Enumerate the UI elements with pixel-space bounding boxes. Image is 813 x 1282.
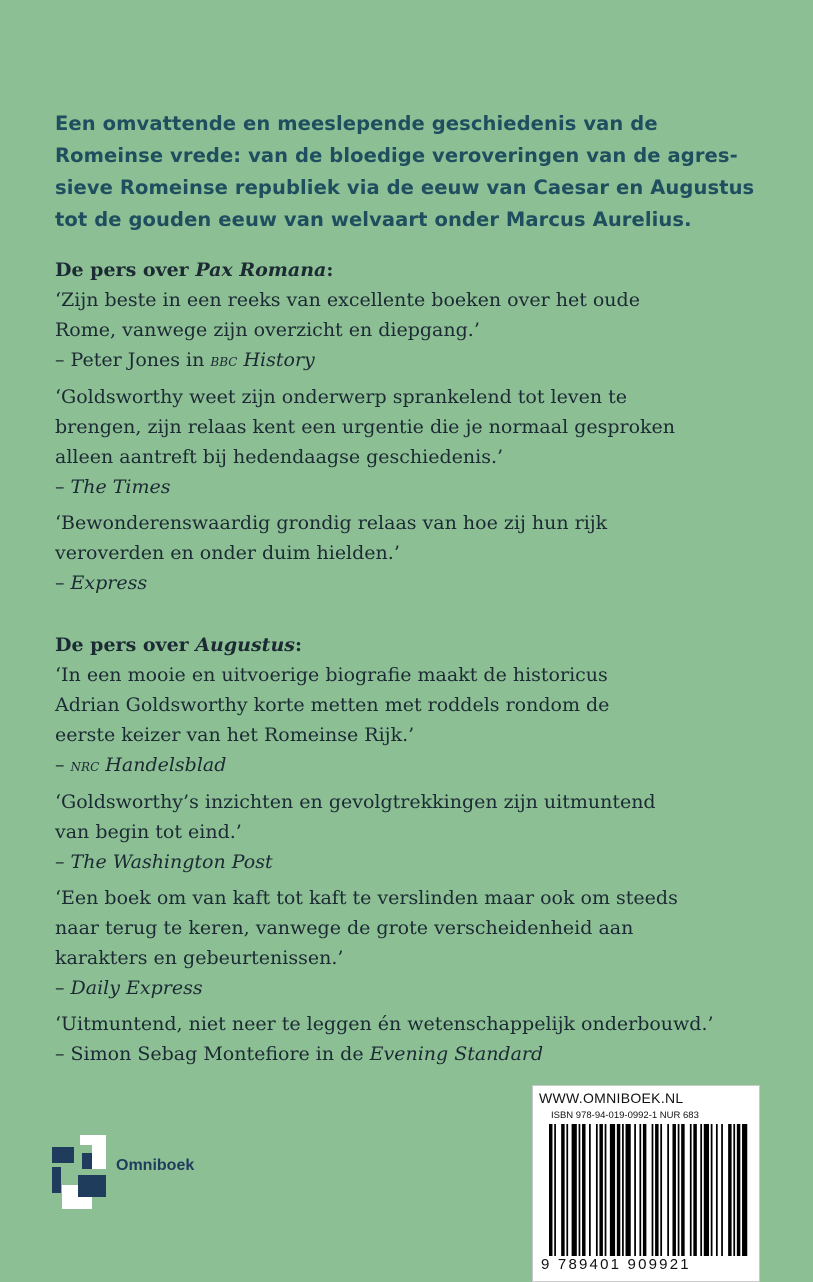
publisher-name: Omniboek bbox=[116, 1157, 195, 1174]
quote-source bbox=[55, 345, 755, 376]
quote-line: ‘Een boek om van kaft tot kaft te verslinden maar ook om steeds bbox=[55, 887, 678, 909]
quote-source bbox=[55, 847, 755, 877]
quote-line: ‘In een mooie en uitvoerige biografie maakt de historicus bbox=[55, 664, 608, 686]
barcode-bar bbox=[716, 1124, 718, 1256]
barcode-bar bbox=[626, 1124, 631, 1256]
press-section-pax-romana bbox=[55, 255, 755, 604]
barcode-bar bbox=[737, 1124, 740, 1256]
barcode-bar bbox=[655, 1124, 658, 1256]
barcode-bar bbox=[554, 1124, 556, 1256]
blurb bbox=[55, 108, 755, 236]
barcode-bar bbox=[660, 1124, 662, 1256]
press-quote bbox=[55, 285, 755, 376]
barcode-bar bbox=[733, 1124, 735, 1256]
quote-source bbox=[55, 1039, 755, 1069]
omniboek-logo-icon bbox=[52, 1135, 108, 1209]
source-prefix: – bbox=[55, 572, 71, 594]
quote-line: Rome, vanwege zijn overzicht en diepgang.’ bbox=[55, 319, 480, 341]
barcode-bar bbox=[589, 1124, 591, 1256]
source-prefix: – bbox=[55, 977, 71, 999]
barcode-bars bbox=[549, 1124, 749, 1256]
source-prefix: – bbox=[55, 851, 71, 873]
quote-source bbox=[55, 750, 755, 781]
press-quote bbox=[55, 787, 755, 877]
source-publication: Handelsblad bbox=[99, 754, 227, 776]
quote-source bbox=[55, 568, 755, 598]
source-publication: History bbox=[237, 349, 315, 371]
publisher-url: WWW.OMNIBOEK.NL bbox=[539, 1090, 684, 1106]
quote-line: alleen aantreft bij hedendaagse geschiedenis.’ bbox=[55, 446, 504, 468]
source-smallcaps: nrc bbox=[70, 756, 100, 776]
barcode-bar bbox=[721, 1124, 723, 1256]
quote-line: ‘Uitmuntend, niet neer te leggen én wetenschappelijk onderbouwd.’ bbox=[55, 1013, 714, 1035]
source-publication: The Washington Post bbox=[70, 851, 273, 873]
blurb-line: Een omvattende en meeslepende geschiedenis van de bbox=[55, 112, 658, 135]
heading-suffix: : bbox=[326, 259, 334, 281]
barcode-bar bbox=[622, 1124, 624, 1256]
heading-book-title: Augustus bbox=[195, 634, 295, 656]
source-prefix: – Peter Jones in bbox=[55, 349, 211, 371]
barcode-bar bbox=[728, 1124, 731, 1256]
quote-line: van begin tot eind.’ bbox=[55, 821, 242, 843]
source-smallcaps: bbc bbox=[210, 351, 238, 371]
blurb-line: Romeinse vrede: van de bloedige veroveringen van de agres- bbox=[55, 144, 738, 167]
barcode-bar bbox=[639, 1124, 641, 1256]
barcode-bar bbox=[700, 1124, 702, 1256]
press-section-augustus bbox=[55, 630, 755, 1075]
heading-book-title: Pax Romana bbox=[195, 259, 327, 281]
heading-prefix: De pers over bbox=[55, 259, 196, 281]
quote-line: eerste keizer van het Romeinse Rijk.’ bbox=[55, 724, 415, 746]
barcode-bar bbox=[582, 1124, 585, 1256]
barcode-bar bbox=[610, 1124, 615, 1256]
isbn-text: ISBN 978-94-019-0992-1 NUR 683 bbox=[551, 1110, 699, 1121]
quote-line: ‘Bewonderenswaardig grondig relaas van hoe zij hun rijk bbox=[55, 512, 608, 534]
barcode-digits: 9 789401 909921 bbox=[541, 1256, 691, 1273]
heading-suffix: : bbox=[294, 634, 302, 656]
barcode-bar bbox=[634, 1124, 636, 1256]
press-quote bbox=[55, 883, 755, 1003]
barcode-bar bbox=[643, 1124, 646, 1256]
barcode-panel bbox=[532, 1085, 760, 1282]
barcode-bar bbox=[711, 1124, 713, 1256]
barcode-bar bbox=[617, 1124, 620, 1256]
press-quote bbox=[55, 660, 755, 781]
quote-line: naar terug te keren, vanwege de grote verscheidenheid aan bbox=[55, 917, 634, 939]
barcode-bar bbox=[704, 1124, 709, 1256]
blurb-line: sieve Romeinse republiek via de eeuw van Caesar en Augustus bbox=[55, 176, 755, 199]
barcode-bar bbox=[672, 1124, 675, 1256]
barcode-bar bbox=[667, 1124, 669, 1256]
press-quote bbox=[55, 508, 755, 598]
barcode-bar bbox=[742, 1124, 747, 1256]
barcode-bar bbox=[678, 1124, 680, 1256]
source-publication: Daily Express bbox=[70, 977, 203, 999]
barcode-bar bbox=[579, 1124, 581, 1256]
barcode-bar bbox=[566, 1124, 568, 1256]
quote-line: ‘Goldsworthy weet zijn onderwerp sprankelend tot leven te bbox=[55, 386, 627, 408]
heading-prefix: De pers over bbox=[55, 634, 196, 656]
quote-line: Adrian Goldsworthy korte metten met roddels rondom de bbox=[55, 694, 610, 716]
barcode-bar bbox=[693, 1124, 696, 1256]
source-publication: Evening Standard bbox=[369, 1043, 544, 1065]
source-publication: Express bbox=[70, 572, 148, 594]
barcode-bar bbox=[652, 1124, 654, 1256]
barcode-bar bbox=[690, 1124, 692, 1256]
press-quote bbox=[55, 1009, 755, 1069]
source-publication: The Times bbox=[70, 476, 171, 498]
barcode-bar bbox=[681, 1124, 684, 1256]
quote-line: ‘Zijn beste in een reeks van excellente boeken over het oude bbox=[55, 289, 640, 311]
quote-line: karakters en gebeurtenissen.’ bbox=[55, 947, 344, 969]
barcode-bar bbox=[561, 1124, 564, 1256]
section-heading bbox=[55, 630, 755, 660]
barcode-bar bbox=[572, 1124, 577, 1256]
barcode-bar bbox=[596, 1124, 598, 1256]
barcode-bar bbox=[605, 1124, 607, 1256]
source-prefix: – bbox=[55, 754, 71, 776]
source-prefix: – bbox=[55, 476, 71, 498]
section-heading bbox=[55, 255, 755, 285]
blurb-line: tot de gouden eeuw van welvaart onder Marcus Aurelius. bbox=[55, 208, 692, 231]
barcode-bar bbox=[599, 1124, 602, 1256]
source-prefix: – Simon Sebag Montefiore in de bbox=[55, 1043, 370, 1065]
quote-line: brengen, zijn relaas kent een urgentie die je normaal gesproken bbox=[55, 416, 676, 438]
quote-line: veroverden en onder duim hielden.’ bbox=[55, 542, 400, 564]
barcode-bar bbox=[549, 1124, 552, 1256]
quote-source bbox=[55, 472, 755, 502]
quote-source bbox=[55, 973, 755, 1003]
quote-line: ‘Goldsworthy’s inzichten en gevolgtrekkingen zijn uitmuntend bbox=[55, 791, 656, 813]
press-quote bbox=[55, 382, 755, 502]
